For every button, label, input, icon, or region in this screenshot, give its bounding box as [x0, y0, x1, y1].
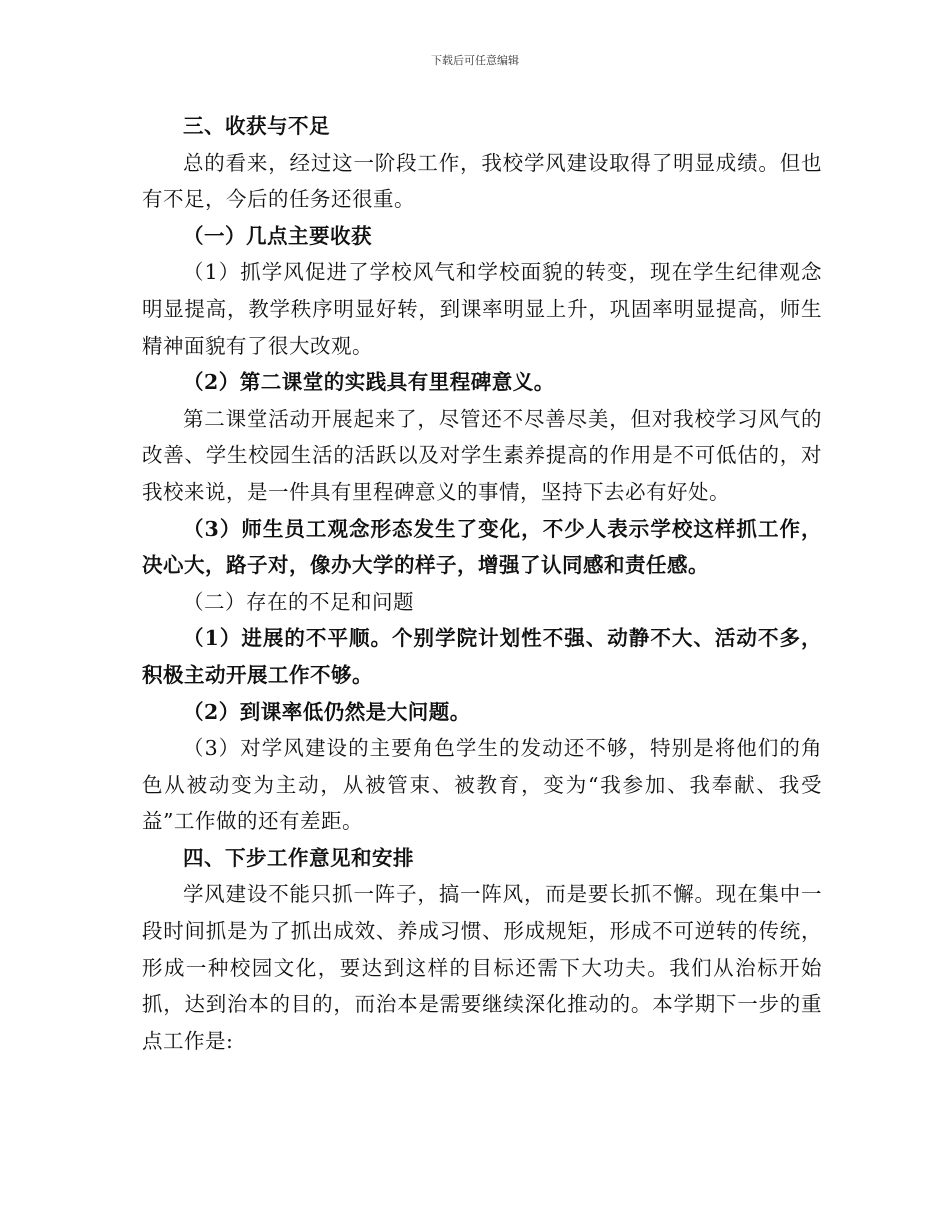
paragraph: 第二课堂活动开展起来了，尽管还不尽善尽美，但对我校学习风气的改善、学生校园生活的活跃以及对学生素养提高的作用是不可低估的，对我校来说，是一件具有里程碑意义的事情，坚持下去必有好处。 [142, 406, 822, 504]
document-body [142, 108, 822, 1059]
paragraph: 总的看来，经过这一阶段工作，我校学风建设取得了明显成绩。但也有不足，今后的任务还很重。 [142, 150, 822, 212]
paragraph: （3）对学风建设的主要角色学生的发动还不够，特别是将他们的角色从被动变为主动，从被管束、被教育，变为“我参加、我奉献、我受益”工作做的还有差距。 [142, 736, 822, 834]
section-heading-4: 四、下步工作意见和安排 [183, 845, 414, 870]
subheading-problems: （二）存在的不足和问题 [183, 589, 414, 614]
bold-paragraph: （2）第二课堂的实践具有里程碑意义。 [183, 370, 555, 395]
paragraph: 学风建设不能只抓一阵子，搞一阵风，而是要长抓不懈。现在集中一段时间抓是为了抓出成效、养成习惯、形成规矩，形成不可逆转的传统，形成一种校园文化，要达到这样的目标还需下大功夫。我们从治标开始抓，达到治本的目的，而治本是需要继续深化推动的。本学期下一步的重点工作是: [142, 882, 822, 1053]
bold-paragraph: （3）师生员工观念形态发生了变化，不少人表示学校这样抓工作，决心大，路子对，像办大学的样子，增强了认同感和责任感。 [142, 516, 822, 578]
page-header: 下载后可任意编辑 [431, 54, 519, 67]
bold-paragraph: （2）到课率低仍然是大问题。 [183, 699, 471, 724]
subheading-gains: （一）几点主要收获 [183, 223, 372, 248]
bold-paragraph: （1）进展的不平顺。个别学院计划性不强、动静不大、活动不多，积极主动开展工作不够。 [142, 626, 822, 687]
section-heading-3: 三、收获与不足 [183, 114, 330, 138]
paragraph: （1）抓学风促进了学校风气和学校面貌的转变，现在学生纪律观念明显提高，教学秩序明显好转，到课率明显上升，巩固率明显提高，师生精神面貌有了很大改观。 [142, 260, 822, 358]
